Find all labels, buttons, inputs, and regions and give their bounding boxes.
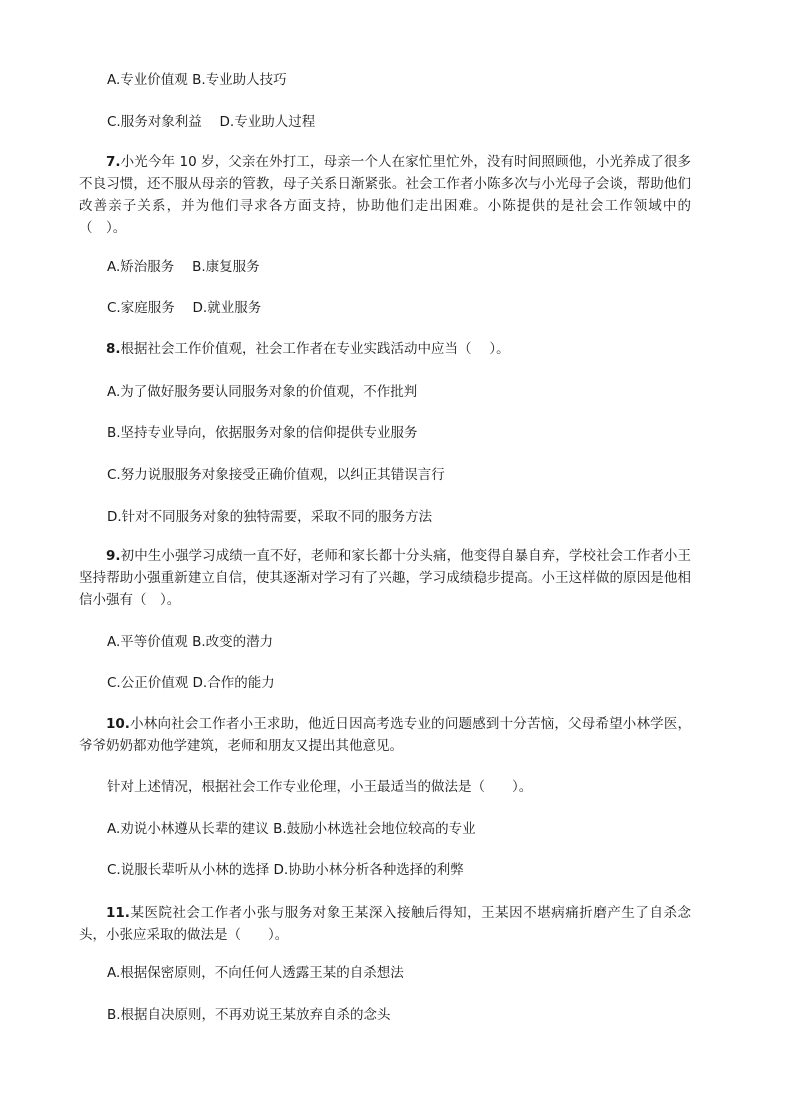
- q10-options-ab: A.劝说小林遵从长辈的建议 B.鼓励小林选社会地位较高的专业: [107, 821, 476, 837]
- question-9: [79, 545, 691, 611]
- question-text: 某医院社会工作者小张与服务对象王某深入接触后得知，王某因不堪病痛折磨产生了自杀念头，小张应采取的做法是（ ）。: [79, 905, 691, 943]
- q6-options-ab: A.专业价值观 B.专业助人技巧: [107, 72, 287, 88]
- q10-stem: 针对上述情况，根据社会工作专业伦理，小王最适当的做法是（ ）。: [107, 779, 533, 795]
- question-8: [79, 338, 691, 360]
- question-text: 小光今年 10 岁，父亲在外打工，母亲一个人在家忙里忙外，没有时间照顾他，小光养成了很多不良习惯，还不服从母亲的管教，母子关系日渐紧张。社会工作者小陈多次与小光母子会谈，帮助他们改善亲子关系，并为他们寻求各方面支持，协助他们走出困难。小陈提供的是社会工作领域中的（ ）。: [79, 154, 691, 236]
- question-text: 小林向社会工作者小王求助，他近日因高考选专业的问题感到十分苦恼，父母希望小林学医，爷爷奶奶都劝他学建筑，老师和朋友又提出其他意见。: [79, 716, 691, 754]
- question-11: [79, 902, 691, 946]
- question-7: [79, 151, 691, 239]
- question-text: 根据社会工作价值观，社会工作者在专业实践活动中应当（ ）。: [120, 341, 510, 357]
- q7-options-ab: A.矫治服务 B.康复服务: [107, 259, 260, 275]
- q7-options-cd: C.家庭服务 D.就业服务: [107, 300, 262, 316]
- question-10: [79, 713, 691, 757]
- q9-options-ab: A.平等价值观 B.改变的潜力: [107, 634, 274, 650]
- question-number: 11.: [106, 905, 130, 921]
- q8-option-a: A.为了做好服务要认同服务对象的价值观，不作批判: [107, 384, 418, 400]
- q10-options-cd: C.说服长辈听从小林的选择 D.协助小林分析各种选择的利弊: [107, 862, 464, 878]
- q9-options-cd: C.公正价值观 D.合作的能力: [107, 675, 275, 691]
- q8-option-d: D.针对不同服务对象的独特需要，采取不同的服务方法: [107, 509, 433, 525]
- q11-option-a: A.根据保密原则，不向任何人透露王某的自杀想法: [107, 965, 404, 981]
- q8-option-c: C.努力说服服务对象接受正确价值观，以纠正其错误言行: [107, 467, 445, 483]
- question-number: 7.: [106, 154, 121, 170]
- q11-option-b: B.根据自决原则，不再劝说王某放弃自杀的念头: [107, 1007, 391, 1023]
- question-text: 初中生小强学习成绩一直不好，老师和家长都十分头痛，他变得自暴自弃，学校社会工作者小王坚持帮助小强重新建立自信，使其逐渐对学习有了兴趣，学习成绩稳步提高。小王这样做的原因是他相信小强有（ ）。: [79, 548, 691, 608]
- q6-options-cd: C.服务对象利益 D.专业助人过程: [107, 114, 316, 130]
- q8-option-b: B.坚持专业导向，依据服务对象的信仰提供专业服务: [107, 425, 418, 441]
- question-number: 8.: [106, 341, 121, 357]
- question-number: 10.: [106, 716, 130, 732]
- question-number: 9.: [106, 548, 121, 564]
